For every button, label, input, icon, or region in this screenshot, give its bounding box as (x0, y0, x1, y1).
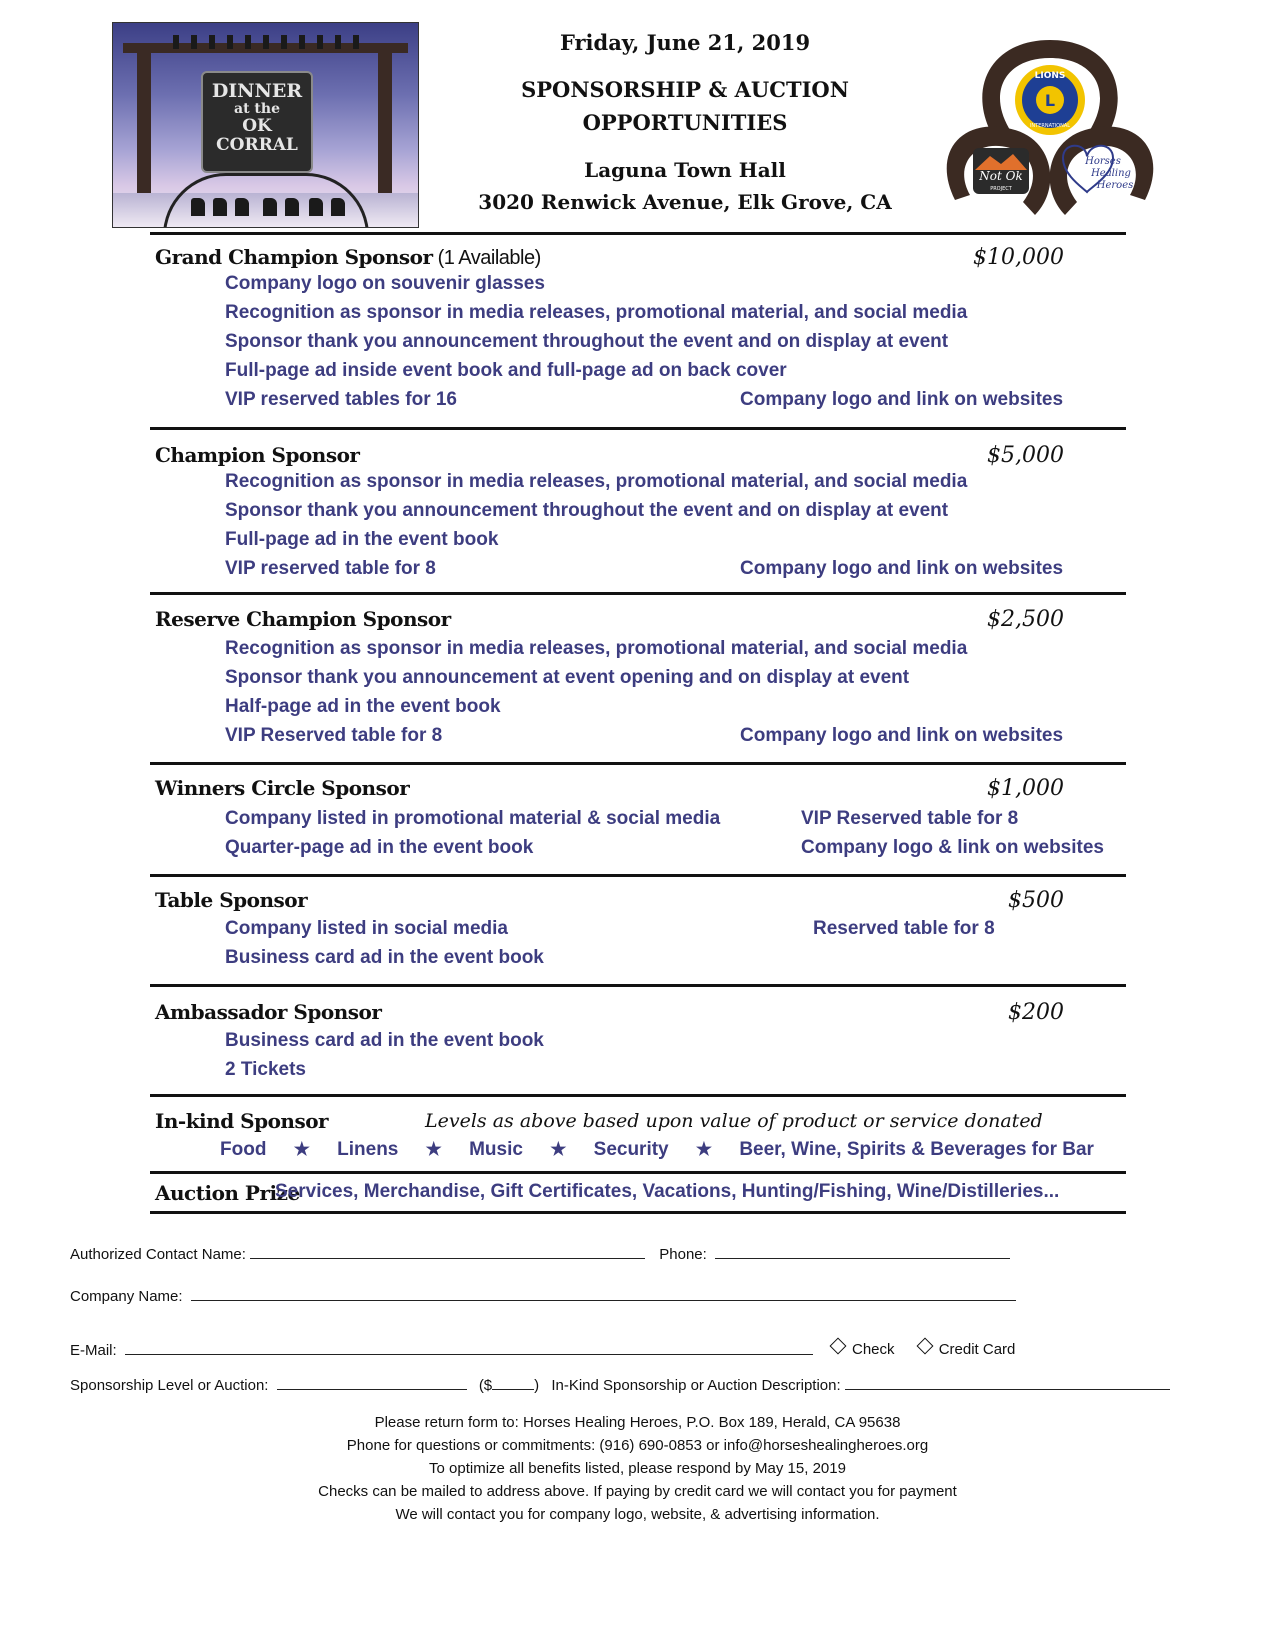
company-row (70, 1286, 1016, 1305)
winners-item: Quarter-page ad in the event book (225, 837, 534, 858)
winners-item-right: VIP Reserved table for 8 (801, 808, 1019, 829)
section-divider (150, 592, 1126, 595)
credit-card-option-icon[interactable] (916, 1338, 933, 1355)
auction-prize-title: Auction Prize (155, 1181, 300, 1205)
grand-champion-price: $10,000 (973, 245, 1064, 270)
svg-text:INTERNATIONAL: INTERNATIONAL (1029, 123, 1071, 129)
payment-options (832, 1340, 1015, 1358)
svg-text:Heroes: Heroes (1096, 180, 1134, 191)
organizations-logo (935, 30, 1165, 226)
email-field[interactable] (125, 1340, 813, 1355)
section-divider (150, 984, 1126, 987)
reserve-item: Half-page ad in the event book (225, 696, 501, 717)
reserve-item: Sponsor thank you announcement at event opening and on display at event (225, 667, 910, 688)
table-sponsor-title: Table Sponsor (155, 888, 308, 912)
svg-text:PROJECT: PROJECT (990, 186, 1012, 192)
phone-label: Phone: (659, 1246, 707, 1263)
respond-by: To optimize all benefits listed, please respond by May 15, 2019 (429, 1460, 846, 1477)
section-divider (150, 232, 1126, 235)
sponsorship-level-label: Sponsorship Level or Auction: (70, 1377, 269, 1394)
payment-note: Checks can be mailed to address above. If paying by credit card we will contact you for payment (318, 1483, 957, 1500)
section-divider (150, 874, 1126, 877)
company-name-field[interactable] (191, 1286, 1016, 1301)
in-kind-category: Linens (337, 1139, 399, 1160)
grand-item: Company logo on souvenir glasses (225, 273, 545, 294)
grand-item: VIP reserved tables for 16 (225, 389, 457, 410)
star-icon: ★ (293, 1139, 310, 1159)
event-date: Friday, June 21, 2019 (559, 30, 811, 55)
in-kind-note: Levels as above based upon value of product or service donated (425, 1110, 1043, 1132)
winners-item-right: Company logo & link on websites (801, 837, 1104, 858)
grand-champion-title: Grand Champion Sponsor (1 Available) (155, 245, 541, 269)
contact-note: We will contact you for company logo, website, & advertising information. (395, 1506, 880, 1523)
table-item: Business card ad in the event book (225, 947, 544, 968)
grand-item: Sponsor thank you announcement throughout the event and on display at event (225, 331, 949, 352)
reserve-item-right: Company logo and link on websites (740, 725, 1064, 746)
champion-item: Sponsor thank you announcement throughout the event and on display at event (225, 500, 949, 521)
star-icon: ★ (425, 1139, 442, 1159)
star-icon: ★ (550, 1139, 567, 1159)
auction-prize-text: Services, Merchandise, Gift Certificates, Vacations, Hunting/Fishing, Wine/Distilleries... (275, 1181, 1060, 1202)
section-divider (150, 427, 1126, 430)
amount-open: ($ (478, 1377, 493, 1394)
email-row (70, 1340, 813, 1359)
table-item-right: Reserved table for 8 (813, 918, 995, 939)
svg-text:Healing: Healing (1091, 168, 1131, 179)
company-label: Company Name: (70, 1288, 183, 1305)
in-kind-title: In-kind Sponsor (155, 1109, 329, 1133)
champion-item: Full-page ad in the event book (225, 529, 499, 550)
star-icon: ★ (695, 1139, 713, 1159)
phone-field[interactable] (715, 1244, 1010, 1259)
svg-text:LIONS: LIONS (1034, 71, 1066, 81)
in-kind-description-field[interactable] (845, 1375, 1170, 1390)
section-divider (150, 1094, 1126, 1097)
grand-item: Full-page ad inside event book and full-page ad on back cover (225, 360, 787, 381)
svg-text:Horses: Horses (1085, 156, 1121, 167)
return-address: Please return form to: Horses Healing Heroes, P.O. Box 189, Herald, CA 95638 (374, 1414, 901, 1431)
in-kind-categories (220, 1139, 1094, 1161)
contact-info: Phone for questions or commitments: (916) 690-0853 or info@horseshealingheroes.org (346, 1437, 929, 1454)
dinner-ok-corral-image (112, 22, 419, 228)
section-divider (150, 1171, 1126, 1174)
ambassador-price: $200 (1008, 1000, 1064, 1025)
corral-sign: DINNER at the OK CORRAL (201, 71, 313, 173)
reserve-champion-title: Reserve Champion Sponsor (155, 607, 451, 631)
level-row (70, 1375, 1170, 1394)
contact-label: Authorized Contact Name: (70, 1246, 246, 1263)
check-label: Check (852, 1341, 895, 1358)
amount-close: ) (534, 1377, 540, 1394)
in-kind-category: Security (593, 1139, 669, 1160)
table-sponsor-price: $500 (1008, 888, 1064, 913)
winners-circle-title: Winners Circle Sponsor (155, 776, 410, 800)
email-label: E-Mail: (70, 1342, 117, 1359)
in-kind-description-label: In-Kind Sponsorship or Auction Description: (551, 1377, 841, 1394)
champion-item-right: Company logo and link on websites (740, 558, 1064, 579)
credit-card-label: Credit Card (938, 1341, 1016, 1358)
section-divider (150, 1211, 1126, 1214)
contact-name-field[interactable] (250, 1244, 645, 1259)
reserve-item: Recognition as sponsor in media releases, promotional material, and social media (225, 638, 968, 659)
venue-name: Laguna Town Hall (584, 158, 786, 182)
champion-title: Champion Sponsor (155, 443, 360, 467)
amount-field[interactable] (492, 1375, 534, 1390)
page-title-line1: SPONSORSHIP & AUCTION (521, 77, 849, 102)
ambassador-title: Ambassador Sponsor (155, 1000, 382, 1024)
reserve-champion-price: $2,500 (987, 607, 1064, 632)
table-item: Company listed in social media (225, 918, 508, 939)
page-title-line2: OPPORTUNITIES (582, 110, 788, 135)
champion-item: VIP reserved table for 8 (225, 558, 436, 579)
section-divider (150, 762, 1126, 765)
ambassador-item: Business card ad in the event book (225, 1030, 544, 1051)
in-kind-category: Food (220, 1139, 267, 1160)
ambassador-item: 2 Tickets (225, 1059, 306, 1080)
champion-item: Recognition as sponsor in media releases, promotional material, and social media (225, 471, 968, 492)
contact-row (70, 1244, 1010, 1263)
grand-item: Recognition as sponsor in media releases, promotional material, and social media (225, 302, 968, 323)
sponsorship-level-field[interactable] (277, 1375, 467, 1390)
champion-price: $5,000 (987, 443, 1064, 468)
svg-text:Not Ok: Not Ok (979, 169, 1023, 183)
svg-text:L: L (1044, 91, 1056, 110)
in-kind-category: Music (469, 1139, 523, 1160)
grand-item-right: Company logo and link on websites (740, 389, 1064, 410)
venue-address: 3020 Renwick Avenue, Elk Grove, CA (478, 190, 892, 214)
winners-item: Company listed in promotional material & social media (225, 808, 721, 829)
in-kind-category: Beer, Wine, Spirits & Beverages for Bar (739, 1139, 1094, 1160)
reserve-item: VIP Reserved table for 8 (225, 725, 443, 746)
check-option-icon[interactable] (830, 1338, 847, 1355)
winners-circle-price: $1,000 (987, 776, 1064, 801)
